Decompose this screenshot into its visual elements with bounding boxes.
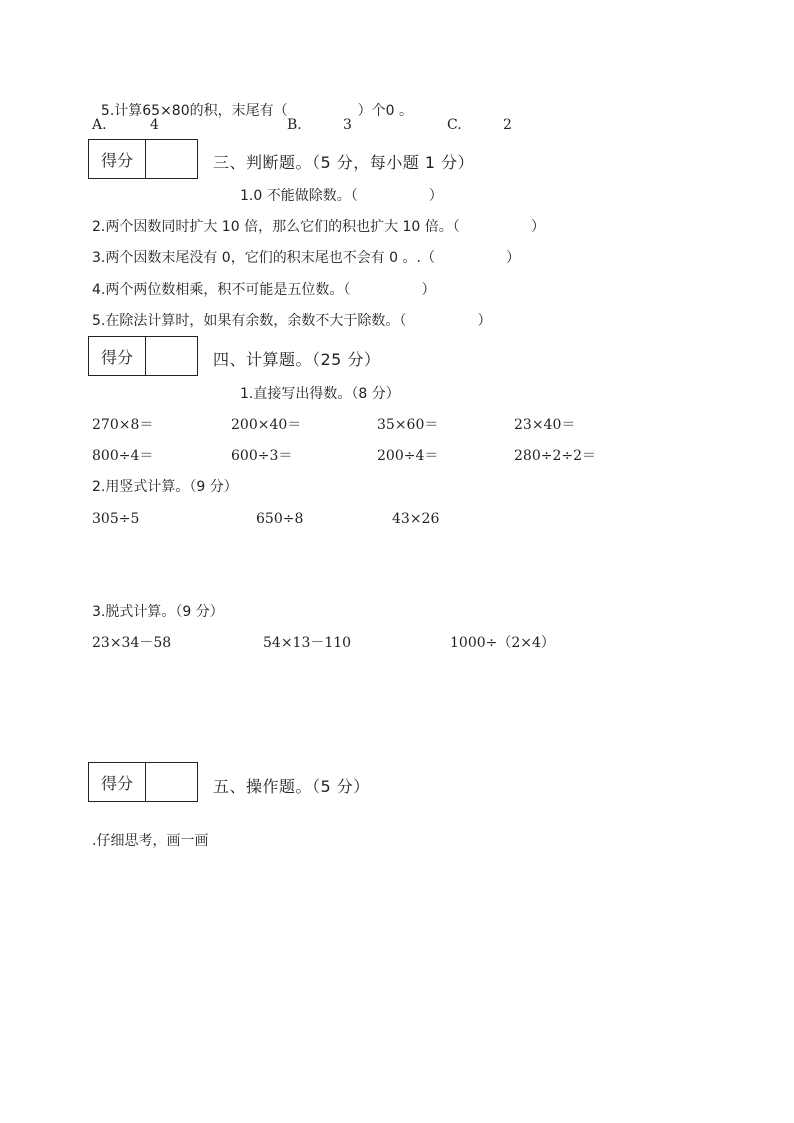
q5-stem-text: 5.计算65×80的积，末尾有（	[100, 103, 288, 119]
vertical-calc-item: 305÷5	[92, 511, 140, 527]
calc-item: 200÷4＝	[377, 448, 439, 464]
vertical-calc-item: 650÷8	[256, 511, 304, 527]
q5-option-a	[92, 116, 107, 134]
q5-stem-end: ）个0 。	[357, 103, 413, 119]
stepwise-calc-item: 1000÷（2×4）	[450, 635, 555, 651]
calc-item: 35×60＝	[377, 417, 439, 433]
q5-stem	[92, 84, 413, 120]
calc-part1-heading: 1.直接写出得数。（8 分）	[240, 386, 400, 402]
score-label: 得分	[89, 337, 146, 375]
section5-instruction: .仔细思考，画一画	[92, 833, 209, 849]
q5-option-a-value: 4	[150, 117, 159, 133]
vertical-calc-item: 43×26	[392, 511, 440, 527]
calc-item: 23×40＝	[514, 417, 576, 433]
calc-item: 280÷2÷2＝	[514, 448, 596, 464]
section5-title: 五、操作题。（5 分）	[213, 777, 370, 796]
section4-title: 四、计算题。（25 分）	[213, 350, 381, 369]
score-label: 得分	[89, 763, 146, 801]
q5-option-c: C.	[447, 117, 462, 133]
judge-item-1: 1.0 不能做除数。（ ）	[240, 188, 443, 204]
option-letter: A.	[92, 117, 107, 133]
stepwise-calc-item: 23×34－58	[92, 635, 172, 651]
judge-item-2: 2.两个因数同时扩大 10 倍，那么它们的积也扩大 10 倍。（ ）	[92, 219, 545, 235]
judge-item-3: 3.两个因数末尾没有 0，它们的积末尾也不会有 0 。.（ ）	[92, 250, 521, 266]
score-label: 得分	[89, 140, 146, 178]
calc-item: 200×40＝	[231, 417, 302, 433]
calc-item: 800÷4＝	[92, 448, 154, 464]
q5-option-b: B.	[287, 117, 302, 133]
calc-item: 270×8＝	[92, 417, 154, 433]
calc-item: 600÷3＝	[231, 448, 293, 464]
score-box-section4	[88, 336, 198, 376]
calc-part2-heading: 2.用竖式计算。（9 分）	[92, 479, 238, 495]
judge-item-5: 5.在除法计算时，如果有余数，余数不大于除数。（ ）	[92, 313, 492, 329]
calc-part3-heading: 3.脱式计算。（9 分）	[92, 604, 224, 620]
score-box-section5	[88, 762, 198, 802]
score-box-section3	[88, 139, 198, 179]
stepwise-calc-item: 54×13－110	[263, 635, 352, 651]
q5-option-c-value: 2	[503, 117, 512, 133]
section3-title: 三、判断题。（5 分，每小题 1 分）	[213, 153, 475, 172]
judge-item-4: 4.两个两位数相乘，积不可能是五位数。（ ）	[92, 282, 436, 298]
q5-option-b-value: 3	[343, 117, 352, 133]
